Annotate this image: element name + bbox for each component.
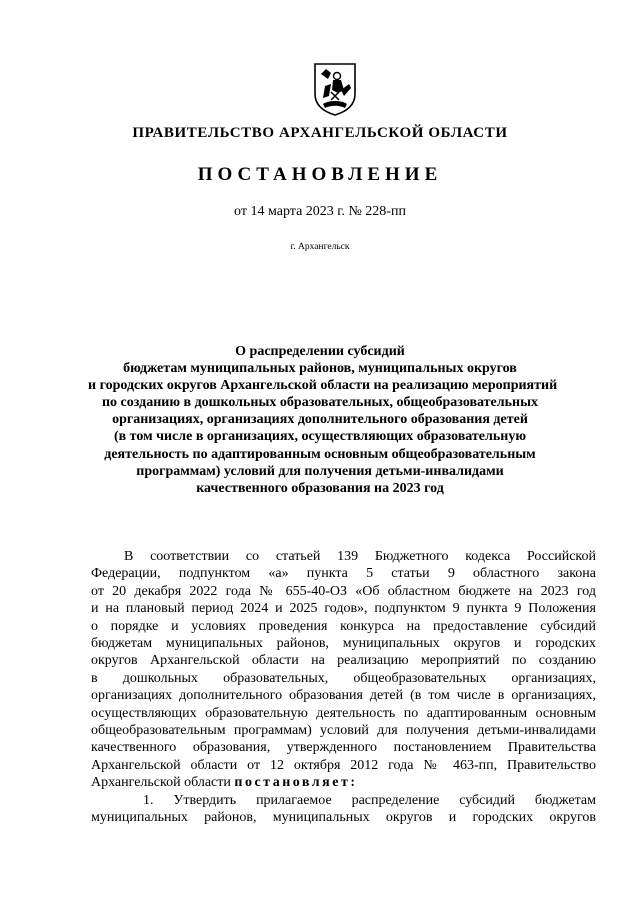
body-line: в дошкольных образовательных, общеобразовательных организациях, bbox=[91, 670, 596, 686]
item-1-line: муниципальных районов, муниципальных округов и городских округов bbox=[91, 810, 596, 826]
resolve-prefix: Архангельской области bbox=[91, 775, 231, 791]
document-city: г. Архангельск bbox=[290, 242, 350, 252]
title-line: программам) условий для получения детьми-инвалидами bbox=[136, 463, 504, 479]
title-line: организациях, организациях дополнительного образования детей bbox=[112, 412, 528, 428]
item-1-line: 1. Утвердить прилагаемое распределение субсидий бюджетам bbox=[143, 792, 596, 808]
body-line: общеобразовательным программам) условий для получения детьми-инвалидами bbox=[91, 723, 596, 739]
coat-of-arms-icon bbox=[311, 60, 359, 116]
title-line: по созданию в дошкольных образовательных, общеобразовательных bbox=[101, 395, 539, 411]
document-type-heading: ПОСТАНОВЛЕНИЕ bbox=[197, 164, 443, 185]
body-line: и на плановый период 2024 и 2025 годов», подпунктом 9 пункта 9 Положения bbox=[91, 601, 596, 617]
title-line: О распределении субсидий bbox=[235, 344, 405, 359]
body-line: бюджетам муниципальных районов, муниципальных округов и городских bbox=[91, 636, 596, 652]
title-line: качественного образования на 2023 год bbox=[196, 480, 444, 496]
body-line: о порядке и условиях проведения конкурса на предоставление субсидий bbox=[91, 618, 596, 634]
title-line: и городских округов Архангельской области на реализацию мероприятий bbox=[88, 378, 558, 394]
document-title bbox=[88, 343, 558, 497]
title-line: деятельность по адаптированным основным общеобразовательным bbox=[104, 446, 536, 462]
body-line: осуществляющих образовательную деятельность по адаптированным основным bbox=[91, 705, 596, 721]
body-line: Федерации, подпунктом «а» пункта 5 статьи 9 областного закона bbox=[91, 566, 596, 582]
title-line: бюджетам муниципальных районов, муниципальных округов bbox=[123, 361, 517, 377]
document-body bbox=[91, 548, 596, 827]
title-line: (в том числе в организациях, осуществляющих образовательную bbox=[113, 429, 527, 445]
resolve-line bbox=[91, 774, 596, 791]
body-line: Архангельской области от 12 октября 2012 года № 463-пп, Правительство bbox=[91, 757, 596, 773]
resolve-word: постановляет: bbox=[234, 775, 358, 791]
body-line: качественного образования, утвержденного постановлением Правительства bbox=[91, 740, 596, 756]
body-line: организациях дополнительного образования детей (в том числе в организациях, bbox=[91, 688, 596, 704]
body-line: В соответствии со статьей 139 Бюджетного кодекса Российской bbox=[124, 549, 596, 564]
organization-name: ПРАВИТЕЛЬСТВО АРХАНГЕЛЬСКОЙ ОБЛАСТИ bbox=[132, 125, 508, 141]
body-line: от 20 декабря 2022 года № 655-40-ОЗ «Об областном бюджете на 2023 год bbox=[91, 583, 596, 599]
body-line: округов Архангельской области на реализацию мероприятий по созданию bbox=[91, 653, 596, 669]
document-date-number: от 14 марта 2023 г. № 228-пп bbox=[234, 204, 406, 219]
